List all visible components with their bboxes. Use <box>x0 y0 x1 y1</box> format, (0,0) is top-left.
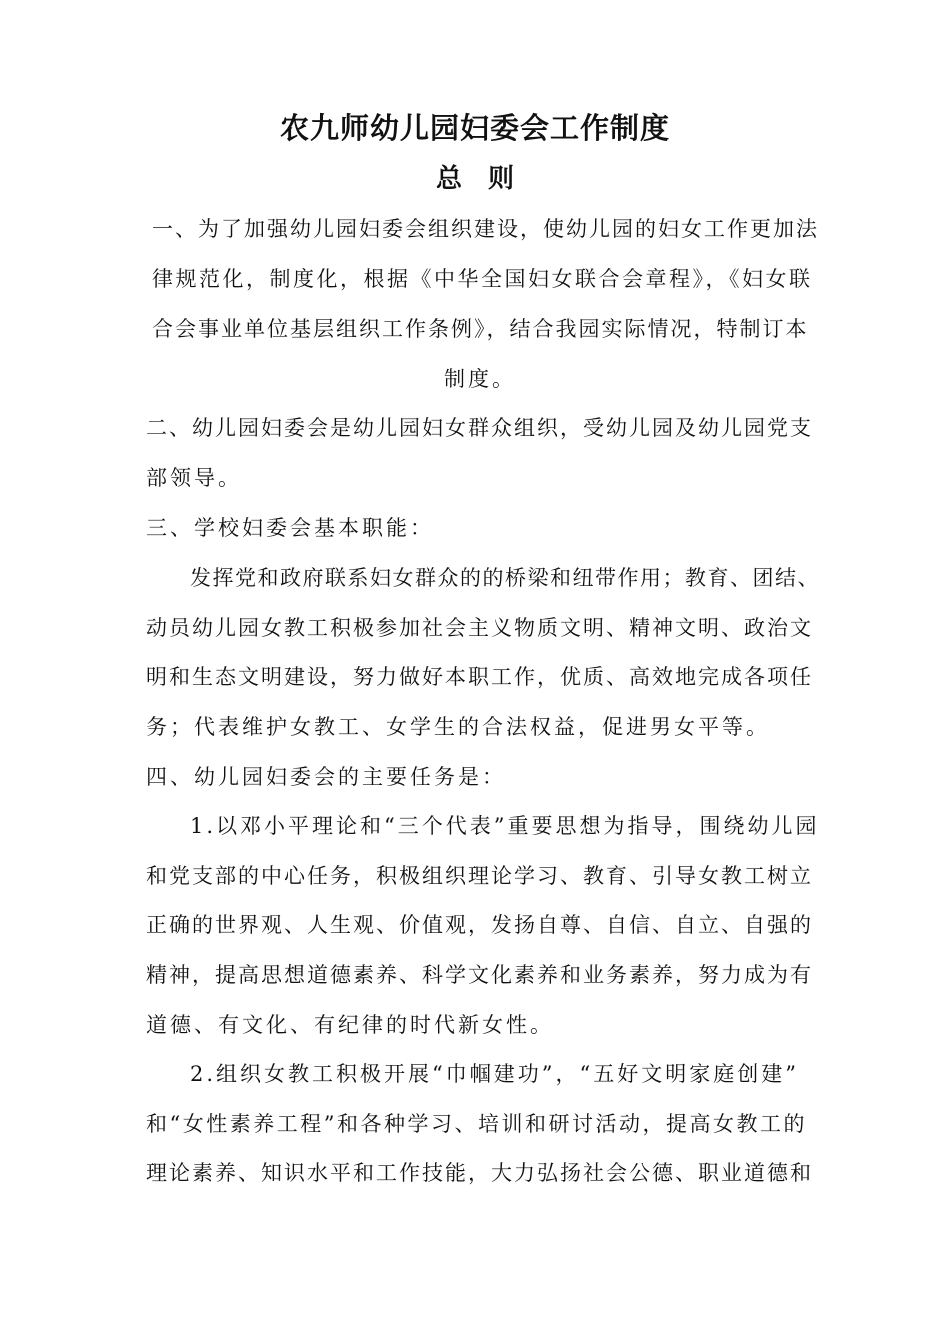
paragraph-line: 2.组织女教工积极开展“巾帼建功”，“五好文明家庭创建” <box>190 1062 799 1086</box>
paragraph-line: 动员幼儿园女教工积极参加社会主义物质文明、精神文明、政治文 <box>146 616 813 640</box>
paragraph-line: 精神，提高思想道德素养、科学文化素养和业务素养，努力成为有 <box>146 963 813 987</box>
paragraph-line: 二、幼儿园妇委会是幼儿园妇女群众组织，受幼儿园及幼儿园党支 <box>146 416 813 440</box>
paragraph-line: 律规范化，制度化，根据《中华全国妇女联合会章程》，《妇女联 <box>152 267 813 291</box>
paragraph-line: 一、为了加强幼儿园妇委会组织建设，使幼儿园的妇女工作更加法 <box>152 217 819 241</box>
paragraph-line: 和“女性素养工程”和各种学习、培训和研讨活动，提高女教工的 <box>146 1112 807 1136</box>
paragraph-line: 发挥党和政府联系妇女群众的的桥梁和纽带作用；教育、团结、 <box>190 566 820 590</box>
paragraph-line: 四、幼儿园妇委会的主要任务是： <box>146 765 506 789</box>
document-title: 农九师幼儿园妇委会工作制度 <box>279 111 670 145</box>
paragraph-line: 务；代表维护女教工、女学生的合法权益，促进男女平等。 <box>146 715 770 739</box>
paragraph-line: 部领导。 <box>146 466 242 490</box>
paragraph-line: 明和生态文明建设，努力做好本职工作，优质、高效地完成各项任 <box>146 665 813 689</box>
paragraph-line: 1.以邓小平理论和“三个代表”重要思想为指导，围绕幼儿园 <box>190 814 820 838</box>
paragraph-line: 正确的世界观、人生观、价值观，发扬自尊、自信、自立、自强的 <box>146 913 813 937</box>
paragraph-line: 三、学校妇委会基本职能： <box>146 516 434 540</box>
paragraph-line: 合会事业单位基层组织工作条例》，结合我园实际情况，特制订本 <box>152 317 809 341</box>
paragraph-line: 道德、有文化、有纪律的时代新女性。 <box>146 1013 554 1037</box>
paragraph-line: 和党支部的中心任务，积极组织理论学习、教育、引导女教工树立 <box>146 864 813 888</box>
paragraph-line: 理论素养、知识水平和工作技能，大力弘扬社会公德、职业道德和 <box>146 1161 813 1185</box>
paragraph-line: 制度。 <box>444 367 516 391</box>
section-heading: 总 则 <box>435 164 514 194</box>
